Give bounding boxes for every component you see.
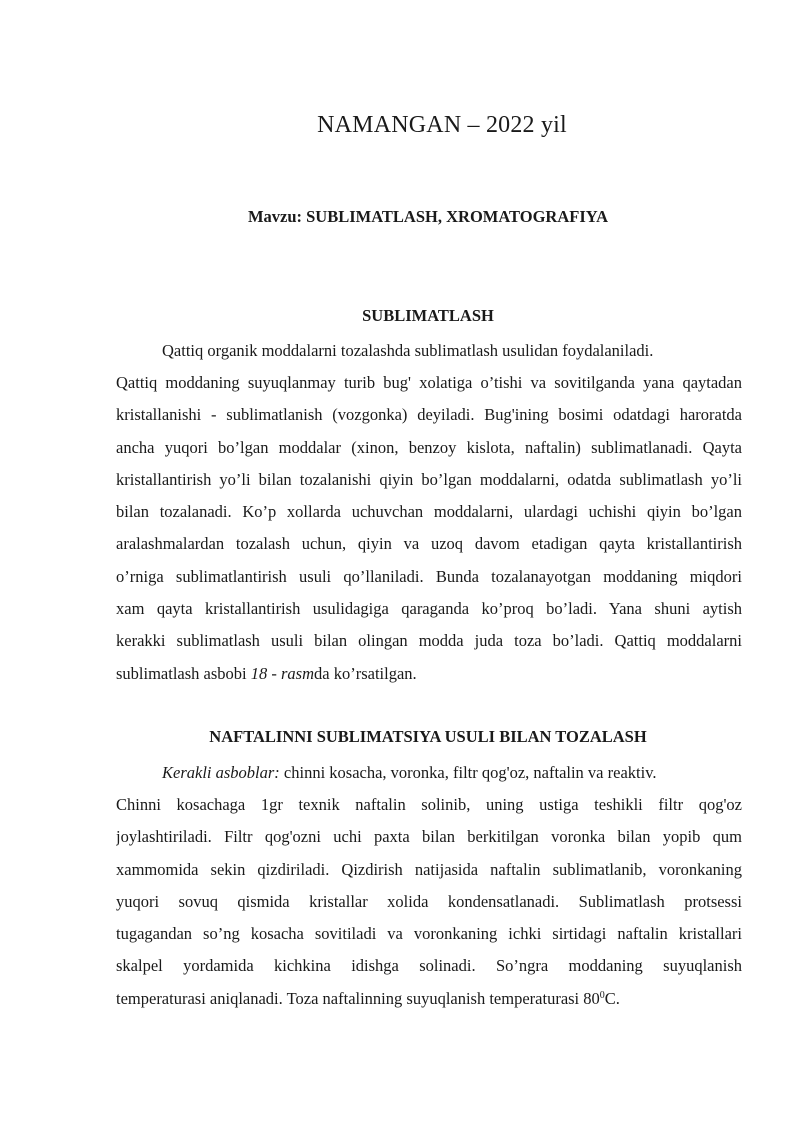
text-fragment: C. [604,988,620,1008]
topic-heading: Mavzu: SUBLIMATLASH, XROMATOGRAFIYA [247,207,609,226]
city-year-heading: NAMANGAN – 2022 yil [317,112,567,138]
section1-lead-paragraph: Qattiq organik moddalarni tozalashda sublimatlash usulidan foydalaniladi. [162,341,654,360]
text-line: joylashtiriladi. Filtr qog'ozni uchi paxta bilan berkitilgan voronka bilan yopib qum [116,827,742,847]
section-title-naftalin: NAFTALINNI SUBLIMATSIYA USULI BILAN TOZALASH [209,727,647,746]
text-line: xam qayta kristallantirish usulidagiga qaraganda ko’proq bo’ladi. Yana shuni aytish [116,599,742,619]
text-line: xammomida sekin qizdiriladi. Qizdirish natijasida naftalin sublimatlanib, voronkaning [116,859,742,879]
text-fragment: temperaturasi aniqlanadi. Toza naftalinning suyuqlanish temperaturasi 80 [116,988,600,1008]
section-title-sublimatlash: SUBLIMATLASH [362,306,494,325]
text-line: kristallanishi - sublimatlanish (vozgonka) deyiladi. Bug'ining bosimi odatdagi haroratda [116,405,742,425]
equipment-label: Kerakli asboblar: [162,763,280,782]
text-line: kerakki sublimatlash usuli bilan olingan modda juda toza bo’ladi. Qattiq moddalarni [116,631,742,651]
text-line: yuqori sovuq qismida kristallar xolida kondensatlanadi. Sublimatlash protsessi [116,891,742,911]
text-line: tugagandan so’ng kosacha sovitiladi va voronkaning ichki sirtidagi naftalin kristallari [116,924,742,944]
text-line: Chinni kosachaga 1gr texnik naftalin solinib, uning ustiga teshikli filtr qog'oz [116,795,742,814]
text-line: skalpel yordamida kichkina idishga solinadi. So’ngra moddaning suyuqlanish [116,956,742,976]
text-fragment: sublimatlash asbobi [116,663,251,683]
text-line-last [116,658,742,690]
section1-body-paragraph [116,367,742,690]
text-fragment: da ko’rsatilgan. [314,663,417,683]
text-line: o’rniga sublimatlantirish usuli qo’llaniladi. Bunda tozalanayotgan moddaning miqdori [116,566,742,586]
degree-superscript: 0 [599,989,605,1001]
text-line-last [116,983,742,1015]
text-line: aralashmalardan tozalash uchun, qiyin va uzoq davom etadigan qayta kristallantirish [116,534,742,554]
section2-lead-paragraph [116,757,742,789]
text-line: Qattiq moddaning suyuqlanmay turib bug' xolatiga o’tishi va sovitilganda yana qaytadan [116,373,742,392]
text-line: kristallantirish yo’li bilan tozalanishi qiyin bo’lgan moddalarni, odatda sublimatlash yo’li [116,469,742,489]
equipment-list: chinni kosacha, voronka, filtr qog'oz, naftalin va reaktiv. [279,763,657,782]
figure-reference: 18 - rasm [250,663,315,683]
text-line: bilan tozalanadi. Ko’p xollarda uchuvchan moddalarni, ulardagi uchishi qiyin bo’lgan [116,502,742,522]
section2-body-paragraph [116,789,742,1015]
text-line: ancha yuqori bo’lgan moddalar (xinon, benzoy kislota, naftalin) sublimatlanadi. Qayta [116,437,742,457]
